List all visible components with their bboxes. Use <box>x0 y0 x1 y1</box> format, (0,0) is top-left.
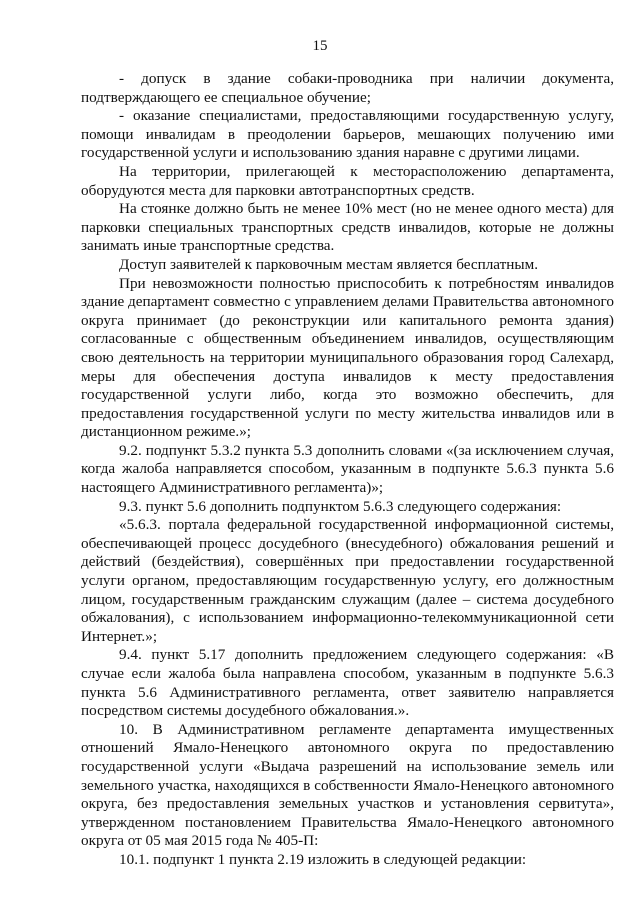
paragraph-parking-quota: На стоянке должно быть не менее 10% мест (но не менее одного места) для парковки специальных транспортных средств инвалидов, которые не должны занимать иные транспортные средства. <box>81 200 614 255</box>
paragraph-guide-dog: - допуск в здание собаки-проводника при наличии документа, подтверждающего ее специальное обучение; <box>81 70 614 106</box>
paragraph-parking-territory: На территории, прилегающей к месторасположению департамента, оборудуются места для парковки автотранспортных средств. <box>81 162 614 199</box>
paragraph-9-4: 9.4. пункт 5.17 дополнить предложением следующего содержания: «В случае если жалоба была направлена способом, указанным в подпункте 5.6.3 пункта 5.6 Административного регламента, ответ заявителю направляется посредством системы досудебного обжалования.». <box>81 646 614 720</box>
page-number: 15 <box>312 38 328 54</box>
paragraph-9-2: 9.2. подпункт 5.3.2 пункта 5.3 дополнить словами «(за исключением случая, когда жалоба направляется способом, указанным в подпункте 5.6.3 пункта 5.6 настоящего Административного регламента)»; <box>81 441 614 497</box>
paragraph-parking-free: Доступ заявителей к парковочным местам является бесплатным. <box>119 255 539 273</box>
paragraph-building-adaptation: При невозможности полностью приспособить к потребностям инвалидов здание департамент совместно с управлением делами Правительства автономного округа принимает (до реконструкции или капитального ремонта здания) согласованные с общественным объединением инвалидов, осуществляющим свою деятельность на территории муниципального образования город Салехард, меры для обеспечения доступа инвалидов к месту предоставления государственной услуги либо, когда это возможно обеспечить, для предоставления государственной услуги по месту жительства инвалидов или в дистанционном режиме.»; <box>81 274 614 441</box>
paragraph-10: 10. В Административном регламенте департамента имущественных отношений Ямало-Ненецкого автономного округа по предоставлению государственной услуги «Выдача разрешений на использование земель или земельного участка, находящихся в собственности Ямало-Ненецкого автономного округа, без предоставления земельных участков и установления сервитута», утвержденном постановлением Правительства Ямало-Ненецкого автономного округа от 05 мая 2015 года № 405-П: <box>81 720 614 850</box>
paragraph-10-1: 10.1. подпункт 1 пункта 2.19 изложить в следующей редакции: <box>119 850 527 868</box>
paragraph-9-3: 9.3. пункт 5.6 дополнить подпунктом 5.6.3 следующего содержания: <box>119 497 562 515</box>
paragraph-5-6-3-quote: «5.6.3. портала федеральной государственной информационной системы, обеспечивающей процесс досудебного (внесудебного) обжалования решений и действий (бездействия), совершённых при предоставлении государственной услуги органом, предоставляющим государственную услугу, его должностным лицом, государственным гражданским служащим (далее – система досудебного обжалования), с использованием информационно-телекоммуникационной сети Интернет.»; <box>81 516 614 645</box>
paragraph-specialist-assistance: - оказание специалистами, предоставляющими государственную услугу, помощи инвалидам в преодолении барьеров, мешающих получению ими государственной услуги и использованию здания наравне с другими лицами. <box>81 107 614 162</box>
document-body <box>81 70 614 870</box>
